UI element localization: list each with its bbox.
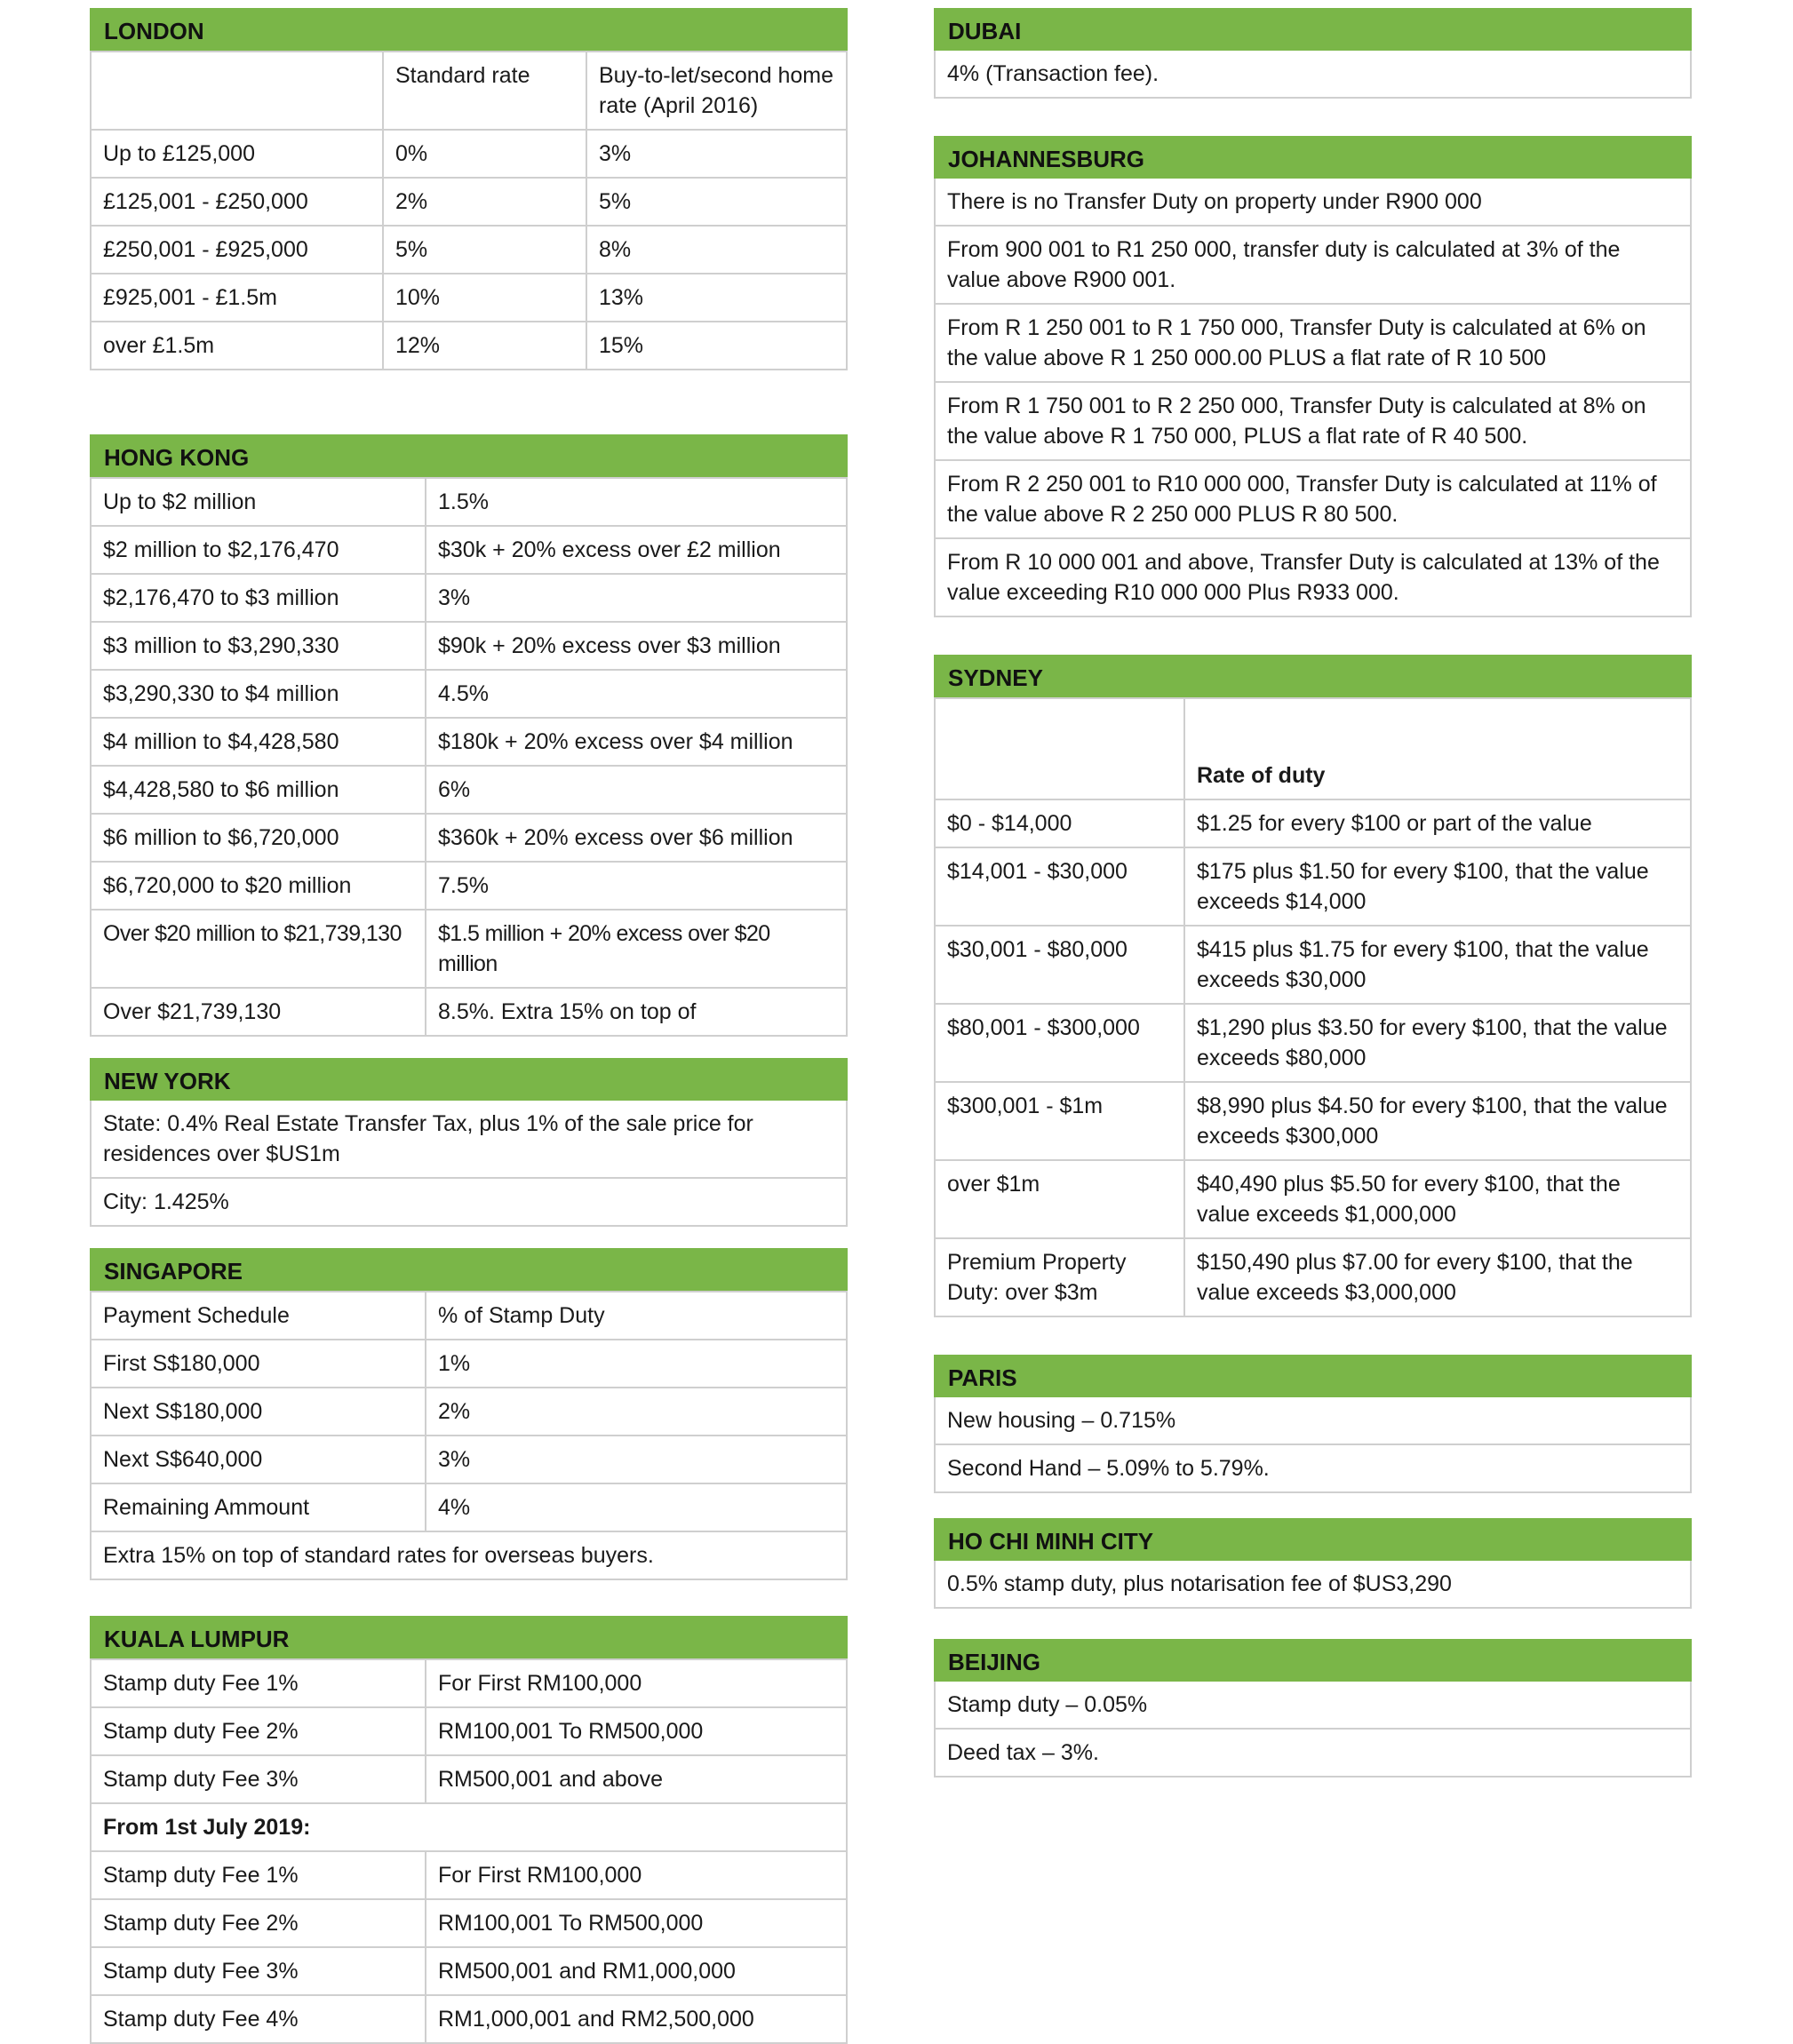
range: RM1,000,001 and RM2,500,000 bbox=[426, 1995, 847, 2043]
rate: 1.5% bbox=[426, 478, 847, 526]
table-row bbox=[91, 988, 847, 1036]
rate: $180k + 20% excess over $4 million bbox=[426, 718, 847, 766]
range: RM500,001 and above bbox=[426, 1755, 847, 1803]
singapore-table bbox=[90, 1291, 848, 1580]
johannesburg-header: JOHANNESBURG bbox=[934, 136, 1692, 179]
london-table bbox=[90, 51, 848, 370]
band: $300,001 - $1m bbox=[935, 1082, 1184, 1160]
table-row bbox=[91, 226, 847, 274]
band: £125,001 - £250,000 bbox=[91, 178, 383, 226]
johannesburg-list bbox=[934, 179, 1692, 617]
london-section bbox=[90, 8, 848, 370]
standard-rate: 12% bbox=[383, 322, 586, 370]
table-row bbox=[91, 1531, 847, 1579]
hong-kong-table bbox=[90, 477, 848, 1037]
dubai-header: DUBAI bbox=[934, 8, 1692, 51]
table-row bbox=[91, 718, 847, 766]
table-row bbox=[91, 1707, 847, 1755]
kuala-lumpur-header: KUALA LUMPUR bbox=[90, 1616, 848, 1658]
table-row bbox=[91, 1803, 847, 1851]
list-item: New housing – 0.715% bbox=[947, 1408, 1176, 1433]
btl-rate: 15% bbox=[586, 322, 847, 370]
duty: 1% bbox=[426, 1340, 847, 1388]
fee: Stamp duty Fee 4% bbox=[91, 1995, 426, 2043]
table-row bbox=[91, 526, 847, 574]
johannesburg-section bbox=[934, 136, 1692, 617]
band: $3 million to $3,290,330 bbox=[91, 622, 426, 670]
hong-kong-header: HONG KONG bbox=[90, 434, 848, 477]
new-york-section bbox=[90, 1058, 848, 1227]
table-row bbox=[91, 274, 847, 322]
band: $3,290,330 to $4 million bbox=[91, 670, 426, 718]
london-col-btl: Buy-to-let/second home rate (April 2016) bbox=[586, 52, 847, 130]
schedule: Payment Schedule bbox=[91, 1292, 426, 1340]
hong-kong-section bbox=[90, 434, 848, 1037]
paris-list bbox=[934, 1397, 1692, 1493]
list-item: From R 10 000 001 and above, Transfer Duty is calculated at 13% of the value exceeding R10 000 000 Plus R933 000. bbox=[936, 537, 1690, 616]
duty: 4% bbox=[426, 1483, 847, 1531]
table-row bbox=[91, 862, 847, 910]
table-row bbox=[91, 1947, 847, 1995]
band: over £1.5m bbox=[91, 322, 383, 370]
rate: $150,490 plus $7.00 for every $100, that the value exceeds $3,000,000 bbox=[1184, 1238, 1691, 1316]
list-item: Stamp duty – 0.05% bbox=[947, 1692, 1148, 1717]
table-row bbox=[935, 1082, 1691, 1160]
band: $2 million to $2,176,470 bbox=[91, 526, 426, 574]
ho-chi-minh-header: HO CHI MINH CITY bbox=[934, 1518, 1692, 1561]
table-row bbox=[91, 622, 847, 670]
fee: Stamp duty Fee 1% bbox=[91, 1851, 426, 1899]
list-item: From R 1 250 001 to R 1 750 000, Transfer Duty is calculated at 6% on the value above R 1 250 000.00 PLUS a flat rate of R 10 500 bbox=[936, 303, 1690, 381]
rate: $40,490 plus $5.50 for every $100, that the value exceeds $1,000,000 bbox=[1184, 1160, 1691, 1238]
band: over $1m bbox=[935, 1160, 1184, 1238]
sydney-section bbox=[934, 655, 1692, 1317]
schedule: Remaining Ammount bbox=[91, 1483, 426, 1531]
btl-rate: 5% bbox=[586, 178, 847, 226]
list-item: From R 1 750 001 to R 2 250 000, Transfer Duty is calculated at 8% on the value above R 1 750 000, PLUS a flat rate of R 40 500. bbox=[936, 381, 1690, 459]
rate: $8,990 plus $4.50 for every $100, that the value exceeds $300,000 bbox=[1184, 1082, 1691, 1160]
kl-subheading: From 1st July 2019: bbox=[91, 1803, 847, 1851]
band: $80,001 - $300,000 bbox=[935, 1004, 1184, 1082]
london-col-standard: Standard rate bbox=[383, 52, 586, 130]
band: Premium Property Duty: over $3m bbox=[935, 1238, 1184, 1316]
dubai-section bbox=[934, 8, 1692, 99]
kuala-lumpur-section bbox=[90, 1616, 848, 2044]
list-item: 0.5% stamp duty, plus notarisation fee of $US3,290 bbox=[947, 1571, 1452, 1596]
table-row bbox=[91, 178, 847, 226]
beijing-section bbox=[934, 1639, 1692, 1778]
rate: $30k + 20% excess over £2 million bbox=[426, 526, 847, 574]
table-row bbox=[91, 1483, 847, 1531]
paris-section bbox=[934, 1355, 1692, 1493]
table-row bbox=[935, 847, 1691, 926]
list-item: Second Hand – 5.09% to 5.79%. bbox=[936, 1444, 1690, 1491]
beijing-list bbox=[934, 1682, 1692, 1778]
fee: Stamp duty Fee 2% bbox=[91, 1899, 426, 1947]
table-row bbox=[935, 1160, 1691, 1238]
sydney-corner-cell bbox=[935, 698, 1184, 799]
table-row bbox=[91, 52, 847, 130]
table-row bbox=[91, 814, 847, 862]
sydney-col-rate: Rate of duty bbox=[1184, 698, 1691, 799]
list-item: From 900 001 to R1 250 000, transfer duty is calculated at 3% of the value above R900 001. bbox=[936, 225, 1690, 303]
rate: 3% bbox=[426, 574, 847, 622]
table-row bbox=[91, 1995, 847, 2043]
rate: $175 plus $1.50 for every $100, that the value exceeds $14,000 bbox=[1184, 847, 1691, 926]
band: $4 million to $4,428,580 bbox=[91, 718, 426, 766]
table-row bbox=[91, 1340, 847, 1388]
standard-rate: 0% bbox=[383, 130, 586, 178]
table-row bbox=[91, 478, 847, 526]
range: For First RM100,000 bbox=[426, 1659, 847, 1707]
ho-chi-minh-list bbox=[934, 1561, 1692, 1609]
duty: 3% bbox=[426, 1436, 847, 1483]
table-row bbox=[91, 1388, 847, 1436]
sydney-header: SYDNEY bbox=[934, 655, 1692, 697]
paris-header: PARIS bbox=[934, 1355, 1692, 1397]
london-header: LONDON bbox=[90, 8, 848, 51]
table-row bbox=[91, 670, 847, 718]
table-row bbox=[91, 1659, 847, 1707]
table-row bbox=[91, 1436, 847, 1483]
table-row bbox=[935, 1238, 1691, 1316]
table-row bbox=[91, 1899, 847, 1947]
table-row bbox=[935, 1004, 1691, 1082]
list-item: City: 1.425% bbox=[92, 1177, 846, 1225]
london-corner-cell bbox=[91, 52, 383, 130]
list-item: Deed tax – 3%. bbox=[936, 1728, 1690, 1776]
range: RM100,001 To RM500,000 bbox=[426, 1899, 847, 1947]
btl-rate: 13% bbox=[586, 274, 847, 322]
rate: $1.5 million + 20% excess over $20 million bbox=[426, 910, 847, 988]
standard-rate: 10% bbox=[383, 274, 586, 322]
range: RM500,001 and RM1,000,000 bbox=[426, 1947, 847, 1995]
rate: $415 plus $1.75 for every $100, that the value exceeds $30,000 bbox=[1184, 926, 1691, 1004]
band: $6,720,000 to $20 million bbox=[91, 862, 426, 910]
new-york-header: NEW YORK bbox=[90, 1058, 848, 1101]
rate: $1.25 for every $100 or part of the value bbox=[1184, 799, 1691, 847]
fee: Stamp duty Fee 3% bbox=[91, 1755, 426, 1803]
btl-rate: 8% bbox=[586, 226, 847, 274]
duty: % of Stamp Duty bbox=[426, 1292, 847, 1340]
beijing-header: BEIJING bbox=[934, 1639, 1692, 1682]
schedule: Next S$640,000 bbox=[91, 1436, 426, 1483]
right-column bbox=[934, 8, 1692, 1778]
kuala-lumpur-table bbox=[90, 1658, 848, 2044]
singapore-section bbox=[90, 1248, 848, 1580]
band: Up to £125,000 bbox=[91, 130, 383, 178]
table-row bbox=[91, 574, 847, 622]
duty: 2% bbox=[426, 1388, 847, 1436]
table-row bbox=[91, 1755, 847, 1803]
table-row bbox=[935, 926, 1691, 1004]
band: Over $21,739,130 bbox=[91, 988, 426, 1036]
rate: $1,290 plus $3.50 for every $100, that the value exceeds $80,000 bbox=[1184, 1004, 1691, 1082]
ho-chi-minh-section bbox=[934, 1518, 1692, 1609]
list-item: 4% (Transaction fee). bbox=[947, 61, 1159, 86]
singapore-footnote: Extra 15% on top of standard rates for overseas buyers. bbox=[91, 1531, 847, 1579]
rate: $90k + 20% excess over $3 million bbox=[426, 622, 847, 670]
table-row bbox=[91, 1292, 847, 1340]
new-york-list bbox=[90, 1101, 848, 1227]
band: £250,001 - £925,000 bbox=[91, 226, 383, 274]
table-row bbox=[91, 322, 847, 370]
fee: Stamp duty Fee 1% bbox=[91, 1659, 426, 1707]
band: $6 million to $6,720,000 bbox=[91, 814, 426, 862]
standard-rate: 5% bbox=[383, 226, 586, 274]
rate: 6% bbox=[426, 766, 847, 814]
range: For First RM100,000 bbox=[426, 1851, 847, 1899]
table-row bbox=[935, 698, 1691, 799]
sydney-table bbox=[934, 697, 1692, 1317]
band: £925,001 - £1.5m bbox=[91, 274, 383, 322]
table-row bbox=[91, 910, 847, 988]
range: RM100,001 To RM500,000 bbox=[426, 1707, 847, 1755]
rate: $360k + 20% excess over $6 million bbox=[426, 814, 847, 862]
band: $2,176,470 to $3 million bbox=[91, 574, 426, 622]
standard-rate: 2% bbox=[383, 178, 586, 226]
schedule: Next S$180,000 bbox=[91, 1388, 426, 1436]
rate: 7.5% bbox=[426, 862, 847, 910]
table-row bbox=[935, 799, 1691, 847]
schedule: First S$180,000 bbox=[91, 1340, 426, 1388]
band: $0 - $14,000 bbox=[935, 799, 1184, 847]
band: Up to $2 million bbox=[91, 478, 426, 526]
table-row bbox=[91, 130, 847, 178]
left-column bbox=[90, 8, 848, 2044]
btl-rate: 3% bbox=[586, 130, 847, 178]
list-item: From R 2 250 001 to R10 000 000, Transfer Duty is calculated at 11% of the value above R 2 250 000 PLUS R 80 500. bbox=[936, 459, 1690, 537]
band: $14,001 - $30,000 bbox=[935, 847, 1184, 926]
fee: Stamp duty Fee 2% bbox=[91, 1707, 426, 1755]
band: $30,001 - $80,000 bbox=[935, 926, 1184, 1004]
dubai-list bbox=[934, 51, 1692, 99]
rate: 4.5% bbox=[426, 670, 847, 718]
fee: Stamp duty Fee 3% bbox=[91, 1947, 426, 1995]
list-item: There is no Transfer Duty on property under R900 000 bbox=[947, 189, 1482, 214]
table-row bbox=[91, 766, 847, 814]
band: Over $20 million to $21,739,130 bbox=[91, 910, 426, 988]
band: $4,428,580 to $6 million bbox=[91, 766, 426, 814]
rate: 8.5%. Extra 15% on top of bbox=[426, 988, 847, 1036]
table-row bbox=[91, 1851, 847, 1899]
singapore-header: SINGAPORE bbox=[90, 1248, 848, 1291]
list-item: State: 0.4% Real Estate Transfer Tax, plus 1% of the sale price for residences over $US1m bbox=[103, 1111, 753, 1166]
